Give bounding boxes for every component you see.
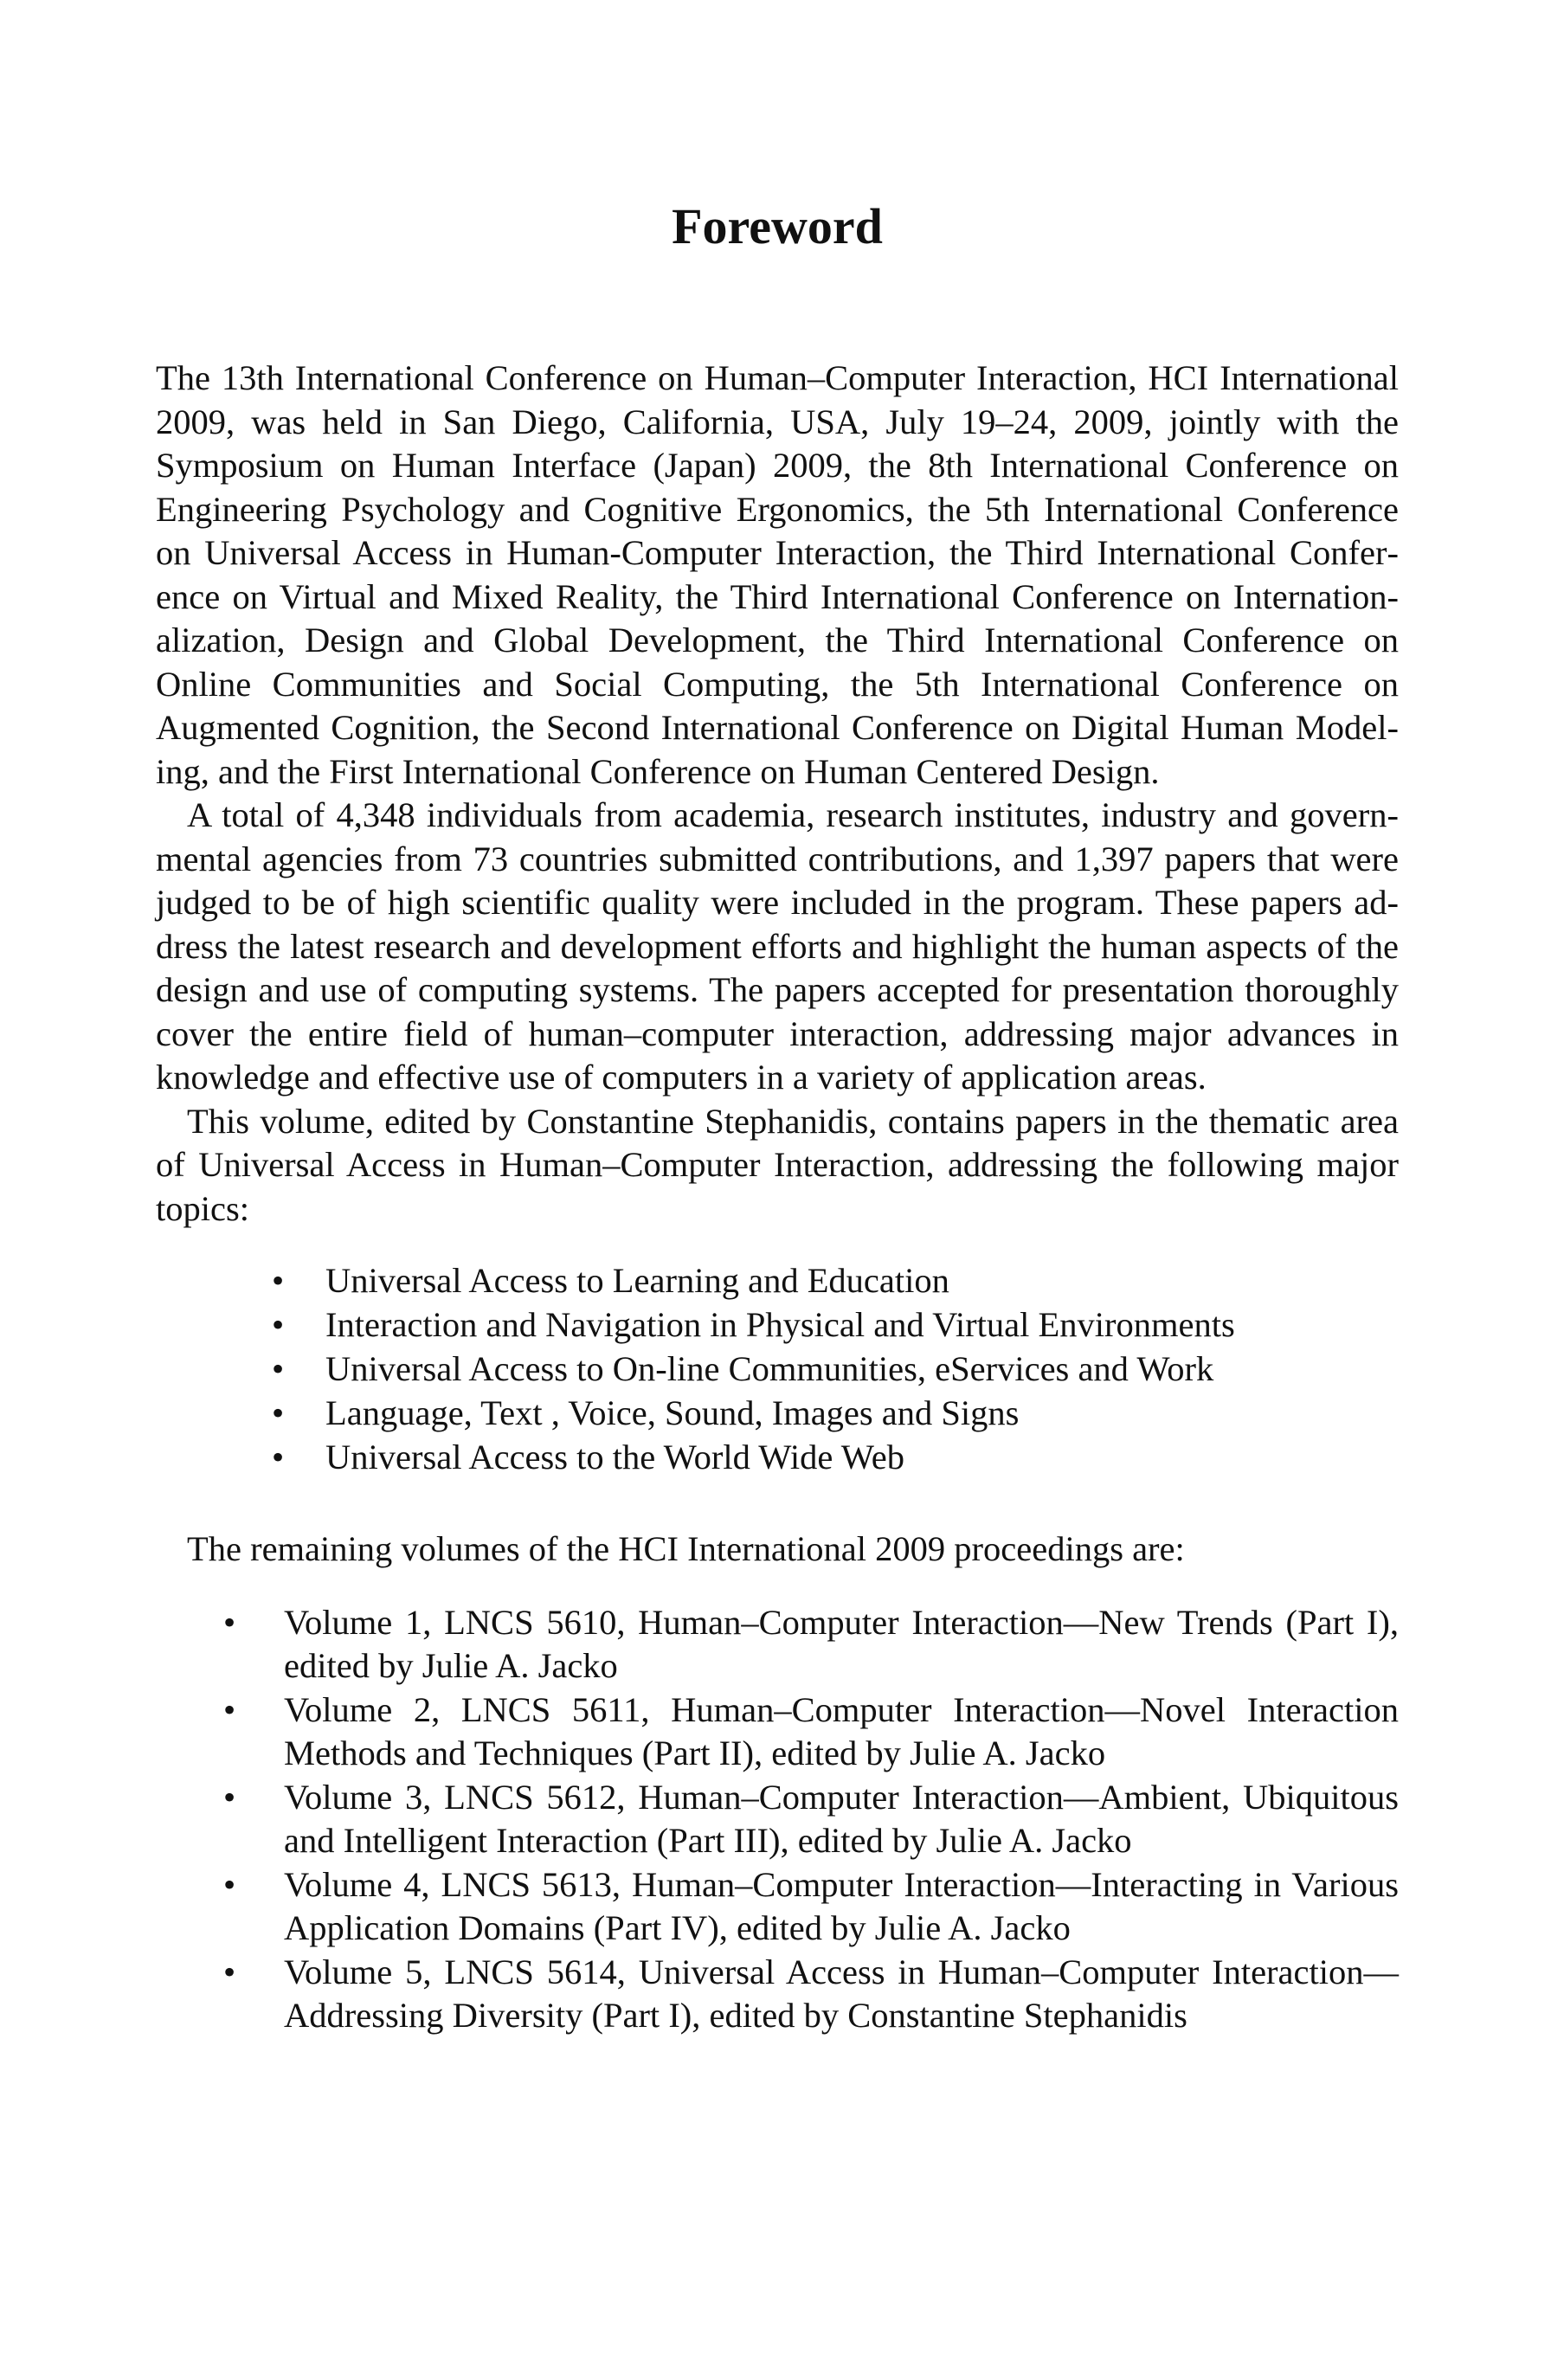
list-item: • Volume 5, LNCS 5614, Universal Access in Human–Computer Interaction—Addressing Diversity (Part I), edited by Constantine Stephanidis bbox=[284, 1951, 1399, 2038]
list-item: • Volume 4, LNCS 5613, Human–Computer Interaction—Interacting in Various Application Domains (Part IV), edited by Julie A. Jacko bbox=[284, 1863, 1399, 1951]
list-item: • Volume 1, LNCS 5610, Human–Computer Interaction—New Trends (Part I), edited by Julie A. Jacko bbox=[284, 1601, 1399, 1689]
foreword-body bbox=[156, 357, 1399, 2038]
paragraph-conference-intro: The 13th International Conference on Human–Computer Interaction, HCI International 2009, was held in San Diego, California, USA, July 19–24, 2009, jointly with the Symposium on Human Interface (Japan) 2009, the 8th International Conference on Engineering Psychology and Cognitive Ergonomics, the 5th International Conference on Universal Access in Human-Computer Interaction, the Third International Conference on Virtual and Mixed Reality, the Third International Conference on Internationalization, Design and Global Development, the Third International Conference on Online Communities and Social Computing, the 5th International Conference on Augmented Cognition, the Second International Conference on Digital Human Modeling, and the First International Conference on Human Centered Design. bbox=[156, 358, 1399, 791]
list-item: • Volume 2, LNCS 5611, Human–Computer Interaction—Novel Interaction Methods and Techniques (Part II), edited by Julie A. Jacko bbox=[284, 1689, 1399, 1776]
list-item: • Universal Access to the World Wide Web bbox=[325, 1435, 1399, 1479]
list-item: • Language, Text , Voice, Sound, Images and Signs bbox=[325, 1391, 1399, 1435]
list-item: • Universal Access to Learning and Education bbox=[325, 1258, 1399, 1303]
topics-list bbox=[156, 1258, 1399, 1479]
paragraph-submissions: A total of 4,348 individuals from academia, research institutes, industry and governmental agencies from 73 countries submitted contributions, and 1,397 papers that were judged to be of high scientific quality were included in the program. These papers address the latest research and development efforts and highlight the human aspects of the design and use of computing systems. The papers accepted for presentation thoroughly cover the entire field of human–computer interaction, addressing major advances in knowledge and effective use of computers in a variety of application areas. bbox=[156, 795, 1399, 1097]
list-item: • Universal Access to On-line Communities, eServices and Work bbox=[325, 1347, 1399, 1391]
list-item: • Volume 3, LNCS 5612, Human–Computer Interaction—Ambient, Ubiquitous and Intelligent Interaction (Part III), edited by Julie A. Jacko bbox=[284, 1776, 1399, 1863]
paragraph-volume-topics: This volume, edited by Constantine Stephanidis, contains papers in the thematic area of Universal Access in Human–Computer Interaction, addressing the following major topics: bbox=[156, 1101, 1399, 1228]
paragraph-remaining-volumes: The remaining volumes of the HCI International 2009 proceedings are: bbox=[187, 1529, 1185, 1568]
volumes-list bbox=[156, 1601, 1399, 2038]
list-item: • Interaction and Navigation in Physical and Virtual Environments bbox=[325, 1303, 1399, 1347]
page-title: Foreword bbox=[672, 198, 883, 254]
